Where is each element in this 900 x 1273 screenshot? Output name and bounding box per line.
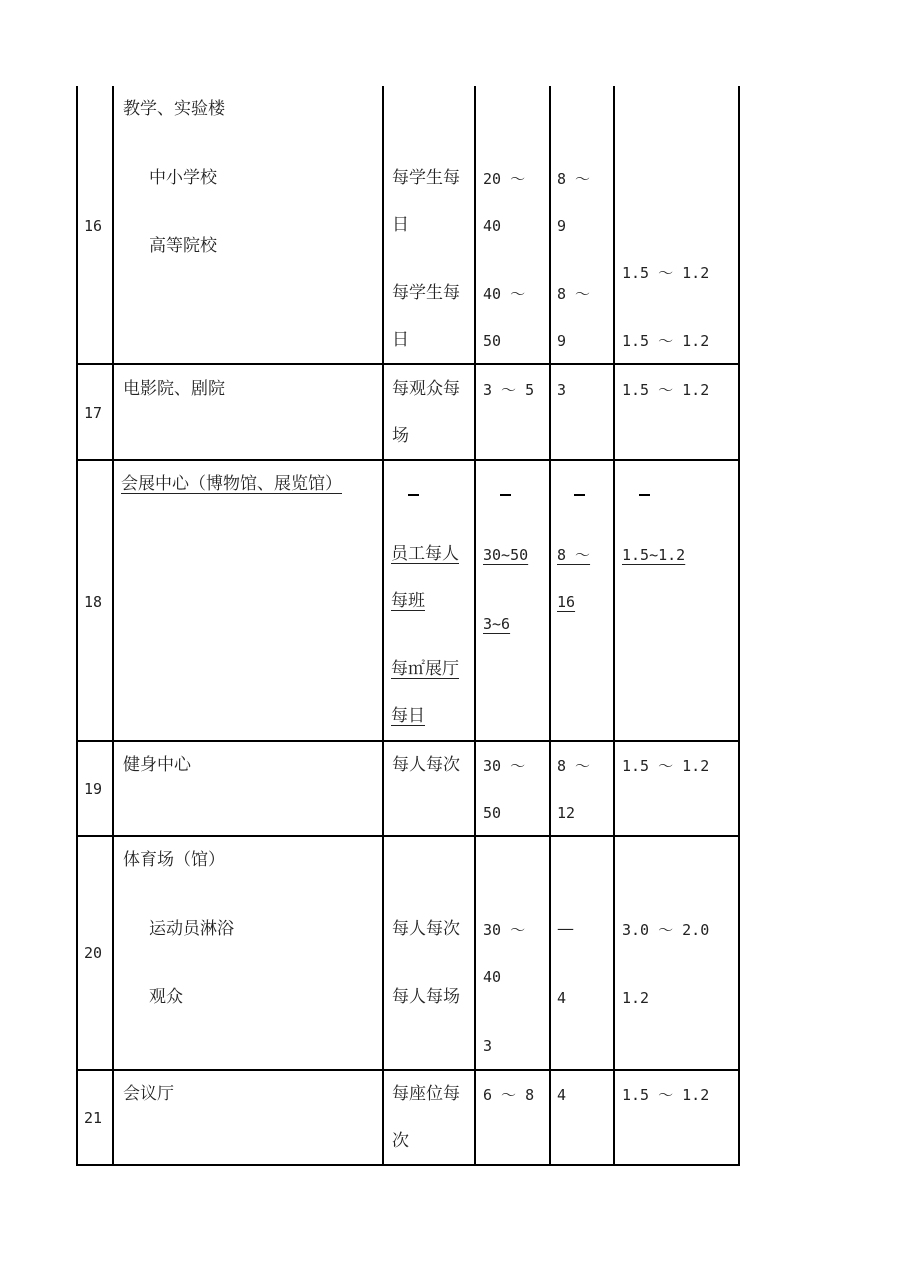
hours-value: 16 (557, 593, 576, 611)
item-name: 观众 (149, 987, 183, 1007)
table-border-bottom (76, 1164, 740, 1166)
table-border-left (76, 86, 78, 1166)
unit-text: 每日 (391, 706, 425, 726)
hours-value: 9 (557, 332, 567, 350)
quota-value: 50 (483, 804, 502, 822)
coefficient-value: 1.5 ～ 1.2 (622, 332, 710, 350)
row-number: 19 (84, 780, 103, 798)
item-name: 健身中心 (123, 755, 191, 775)
unit-text: 每㎡展厅 (391, 659, 459, 679)
row-separator (76, 1069, 740, 1071)
hours-value: 8 ～ (557, 757, 591, 775)
quota-value: 3 ～ 5 (483, 381, 535, 399)
coefficient-value: 1.2 (622, 989, 650, 1007)
unit-text: 员工每人 (391, 544, 459, 564)
table-divider-5 (613, 86, 615, 1166)
unit-text: 日 (392, 330, 409, 350)
quota-value: 50 (483, 332, 502, 350)
item-name: 体育场（馆） (123, 850, 225, 870)
row-number: 18 (84, 593, 103, 611)
unit-text: 次 (392, 1131, 409, 1151)
item-name: 中小学校 (149, 168, 217, 188)
unit-text: 每人每场 (392, 987, 460, 1007)
coefficient-value: 1.5~1.2 (622, 546, 686, 564)
hours-value: 4 (557, 1086, 567, 1104)
empty-cell-dash (574, 494, 585, 496)
row-separator (76, 459, 740, 461)
table-divider-4 (549, 86, 551, 1166)
unit-text: 每学生每 (392, 168, 460, 188)
hours-value: 8 ～ (557, 285, 591, 303)
hours-value: 8 ～ (557, 546, 591, 564)
quota-value: 6 ～ 8 (483, 1086, 535, 1104)
row-separator (76, 835, 740, 837)
item-name: 教学、实验楼 (123, 99, 225, 119)
hours-value: 4 (557, 989, 567, 1007)
quota-value: 3 (483, 1037, 493, 1055)
unit-text: 场 (392, 426, 409, 446)
quota-value: 40 (483, 217, 502, 235)
row-number: 20 (84, 944, 103, 962)
unit-text: 每学生每 (392, 283, 460, 303)
table-divider-3 (474, 86, 476, 1166)
table-divider-2 (382, 86, 384, 1166)
table-divider-1 (112, 86, 114, 1166)
quota-value: 30 ～ (483, 757, 526, 775)
row-number: 16 (84, 217, 103, 235)
item-name: 运动员淋浴 (149, 919, 234, 939)
coefficient-value: 1.5 ～ 1.2 (622, 381, 710, 399)
empty-cell-dash (500, 494, 511, 496)
coefficient-value: 1.5 ～ 1.2 (622, 1086, 710, 1104)
unit-text: 日 (392, 215, 409, 235)
quota-value: 40 (483, 968, 502, 986)
empty-cell-dash (408, 494, 419, 496)
hours-value: 9 (557, 217, 567, 235)
item-name: 会展中心（博物馆、展览馆） (121, 474, 342, 494)
unit-text: 每观众每 (392, 379, 460, 399)
coefficient-value: 1.5 ～ 1.2 (622, 264, 710, 282)
unit-text: 每人每次 (392, 755, 460, 775)
row-separator (76, 740, 740, 742)
hours-value: 12 (557, 804, 576, 822)
coefficient-value: 3.0 ～ 2.0 (622, 921, 710, 939)
empty-cell-dash (639, 494, 650, 496)
item-name: 电影院、剧院 (123, 379, 225, 399)
hours-value: 3 (557, 381, 567, 399)
row-number: 17 (84, 404, 103, 422)
item-name: 会议厅 (123, 1084, 174, 1104)
unit-text: 每班 (391, 591, 425, 611)
quota-value: 40 ～ (483, 285, 526, 303)
table-border-right (738, 86, 740, 1166)
hours-value: — (557, 919, 574, 939)
row-number: 21 (84, 1109, 103, 1127)
quota-value: 30 ～ (483, 921, 526, 939)
quota-value: 20 ～ (483, 170, 526, 188)
item-name: 高等院校 (149, 236, 217, 256)
row-separator (76, 363, 740, 365)
quota-value: 30~50 (483, 546, 529, 564)
unit-text: 每座位每 (392, 1084, 460, 1104)
unit-text: 每人每次 (392, 919, 460, 939)
coefficient-value: 1.5 ～ 1.2 (622, 757, 710, 775)
hours-value: 8 ～ (557, 170, 591, 188)
quota-value: 3~6 (483, 615, 511, 633)
